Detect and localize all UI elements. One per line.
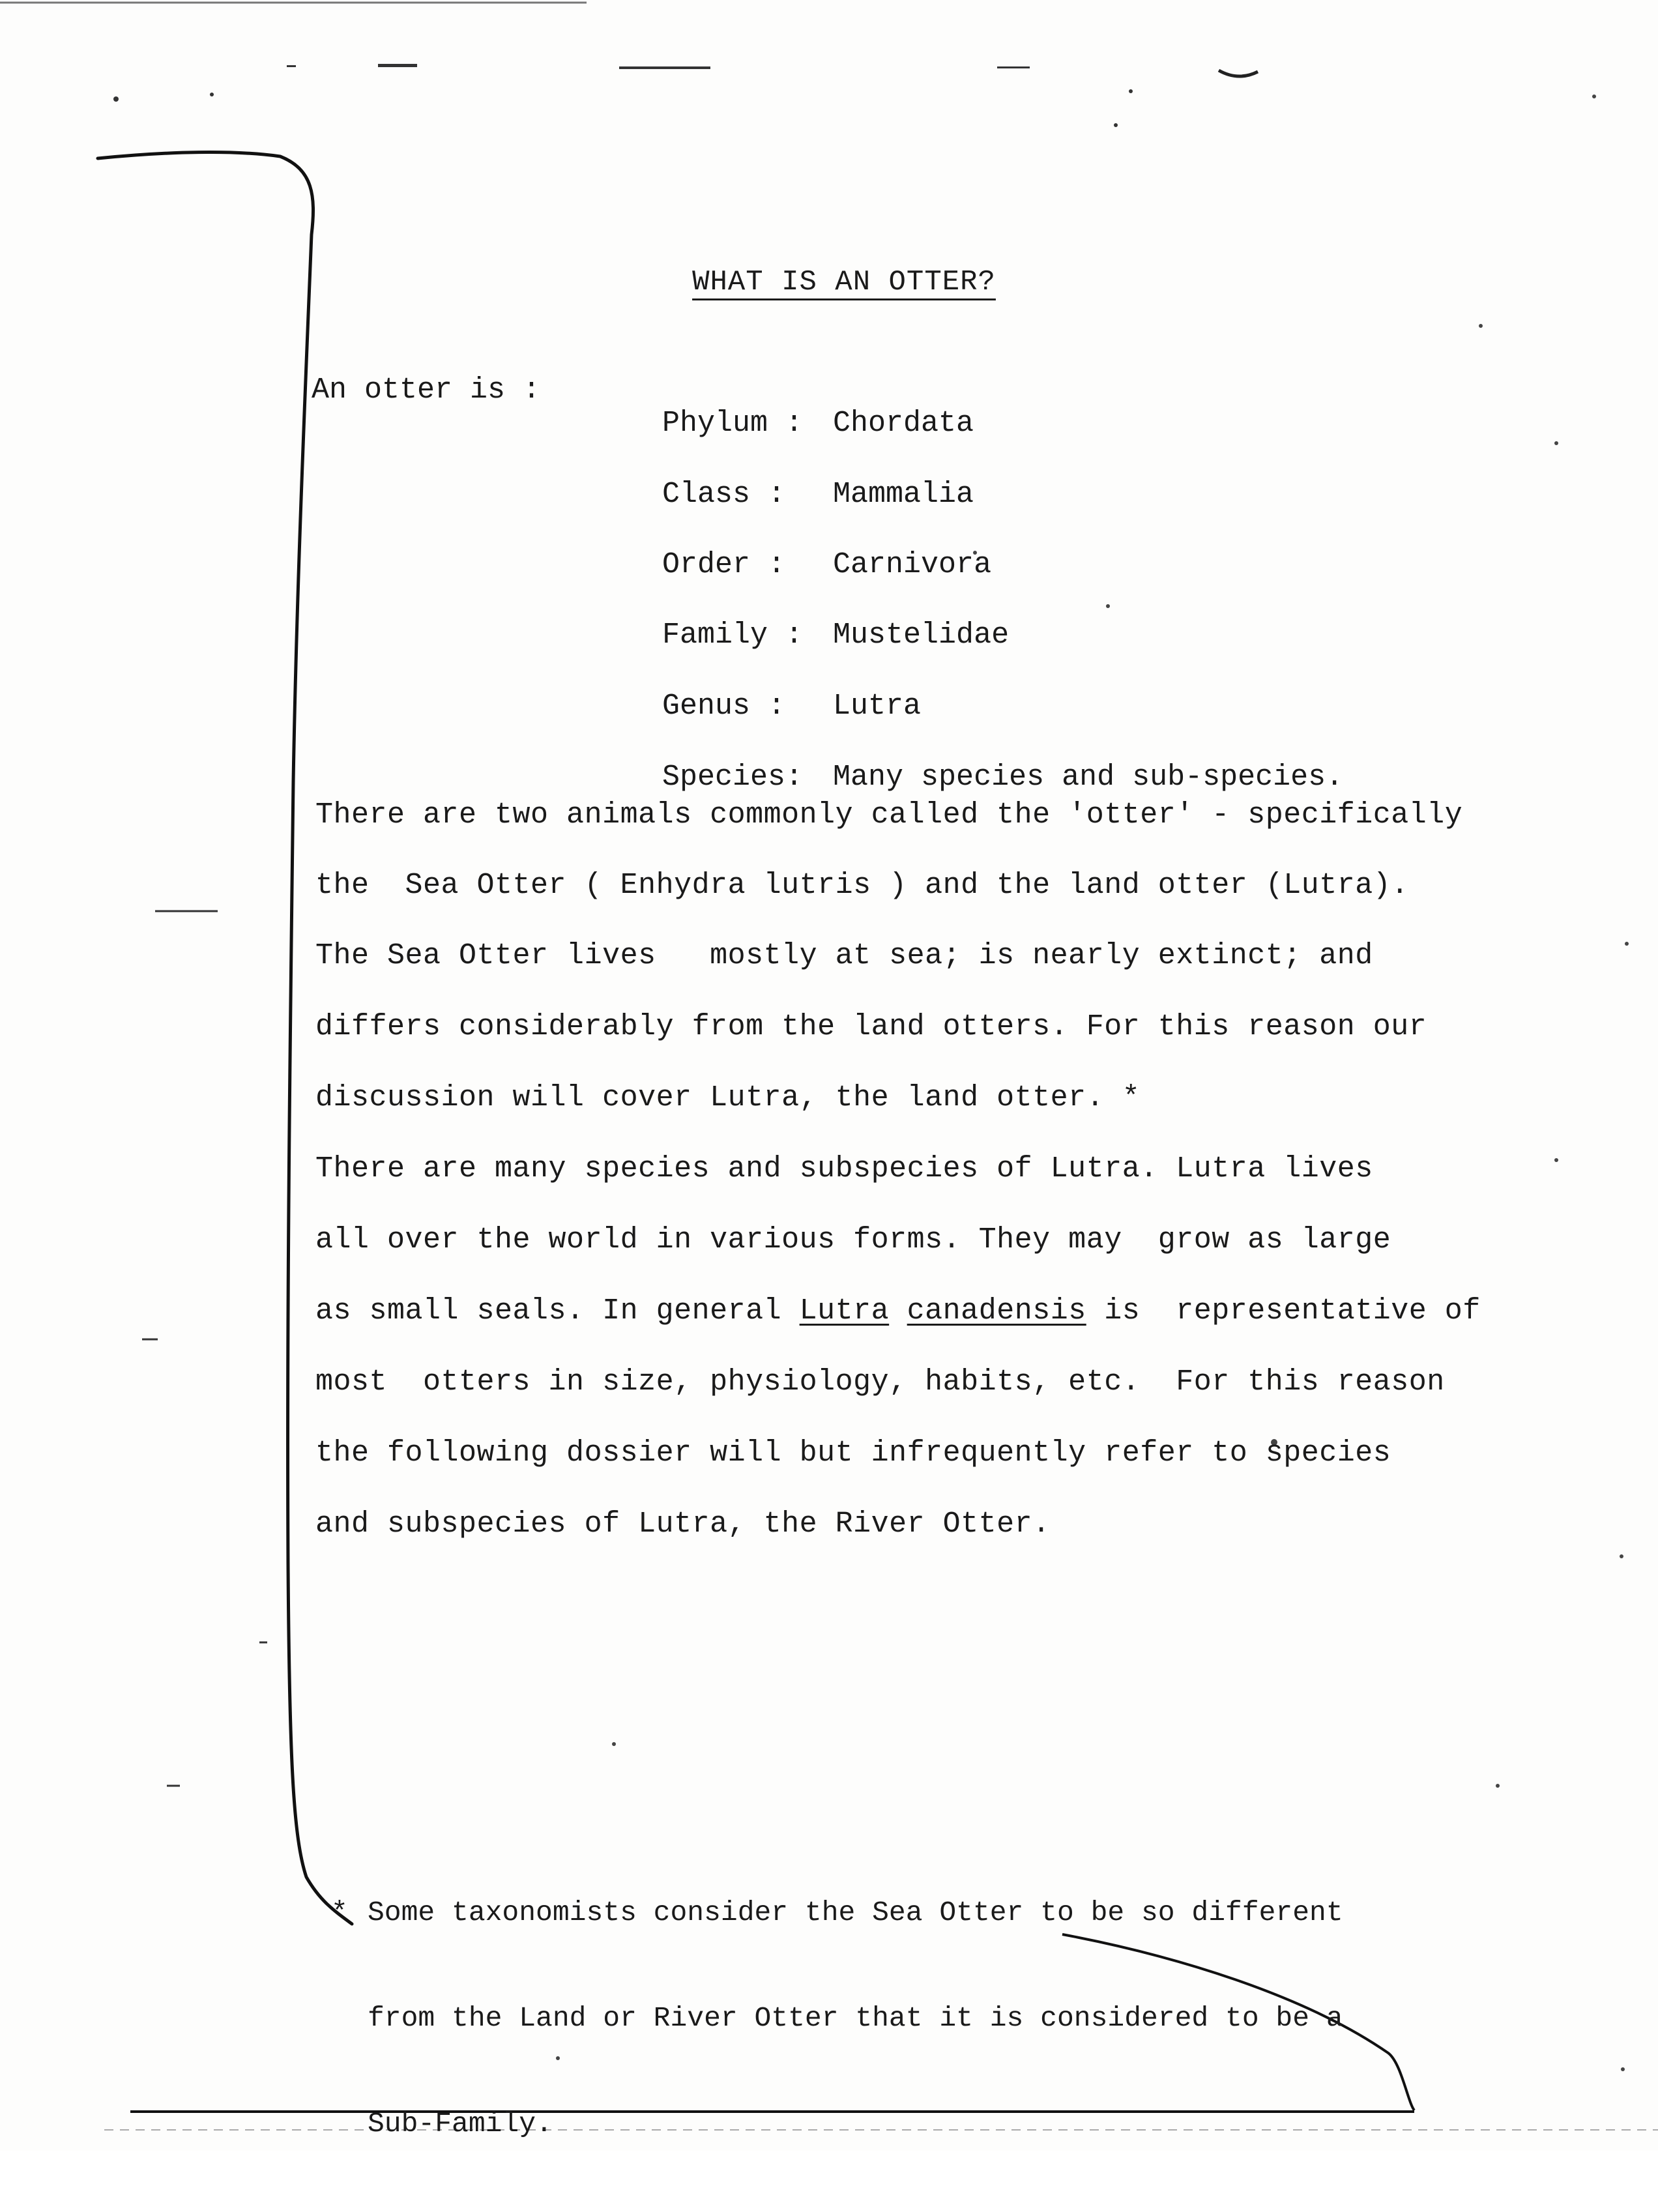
margin-bracket	[98, 153, 352, 1924]
taxonomy-rank: Species:	[662, 761, 804, 794]
species-name: canadensis	[907, 1294, 1086, 1328]
paragraph-2-line: There are many species and subspecies of Lutra. Lutra lives	[315, 1152, 1373, 1186]
paragraph-2-line: and subspecies of Lutra, the River Otter.	[315, 1507, 1051, 1541]
paragraph-1-line: There are two animals commonly called the 'otter' - specifically	[315, 798, 1463, 832]
taxonomy-value: Many species and sub-species.	[833, 761, 1344, 794]
paragraph-2-line: the following dossier will but infrequently refer to species	[315, 1436, 1391, 1470]
taxonomy-value: Mustelidae	[833, 618, 1010, 652]
taxonomy-rank: Phylum :	[662, 407, 804, 440]
footnote	[331, 1825, 1343, 2212]
taxonomy-rank: Genus :	[662, 690, 786, 723]
taxonomy-intro: An otter is :	[312, 373, 541, 407]
footnote-line: from the Land or River Otter that it is considered to be a	[368, 2002, 1343, 2034]
footnote-line	[331, 1895, 1343, 1930]
top-specks	[113, 64, 1258, 127]
paragraph-2-line	[315, 1294, 1481, 1328]
text-run: as small seals. In general	[315, 1294, 800, 1328]
paragraph-1-line: discussion will cover Lutra, the land otter. *	[315, 1081, 1141, 1114]
taxonomy-rank: Order :	[662, 548, 786, 581]
text-run: is representative of	[1086, 1294, 1481, 1328]
paragraph-1-line: differs considerably from the land otters. For this reason our	[315, 1010, 1427, 1043]
paragraph-1-line: the Sea Otter ( Enhydra lutris ) and the land otter (Lutra).	[315, 869, 1409, 902]
taxonomy-rank: Family :	[662, 618, 804, 652]
taxonomy-value: Carnivora	[833, 548, 992, 581]
footnote-line: Sub-Family.	[368, 2108, 553, 2140]
taxonomy-rank: Class :	[662, 478, 786, 511]
footnote-text: Some taxonomists consider the Sea Otter to be so different	[368, 1897, 1343, 1928]
text-run	[889, 1294, 907, 1328]
paragraph-2-line: most otters in size, physiology, habits, etc. For this reason	[315, 1365, 1445, 1399]
taxonomy-value: Lutra	[833, 690, 922, 723]
paragraph-1-line: The Sea Otter lives mostly at sea; is nearly extinct; and	[315, 939, 1373, 972]
footnote-marker: *	[331, 1897, 348, 1928]
page-title: WHAT IS AN OTTER?	[692, 266, 996, 298]
genus-name: Lutra	[799, 1294, 890, 1328]
paragraph-2-line: all over the world in various forms. They may grow as large	[315, 1223, 1391, 1257]
left-margin-marks	[142, 911, 267, 1786]
taxonomy-value: Mammalia	[833, 478, 974, 511]
taxonomy-value: Chordata	[833, 407, 974, 440]
